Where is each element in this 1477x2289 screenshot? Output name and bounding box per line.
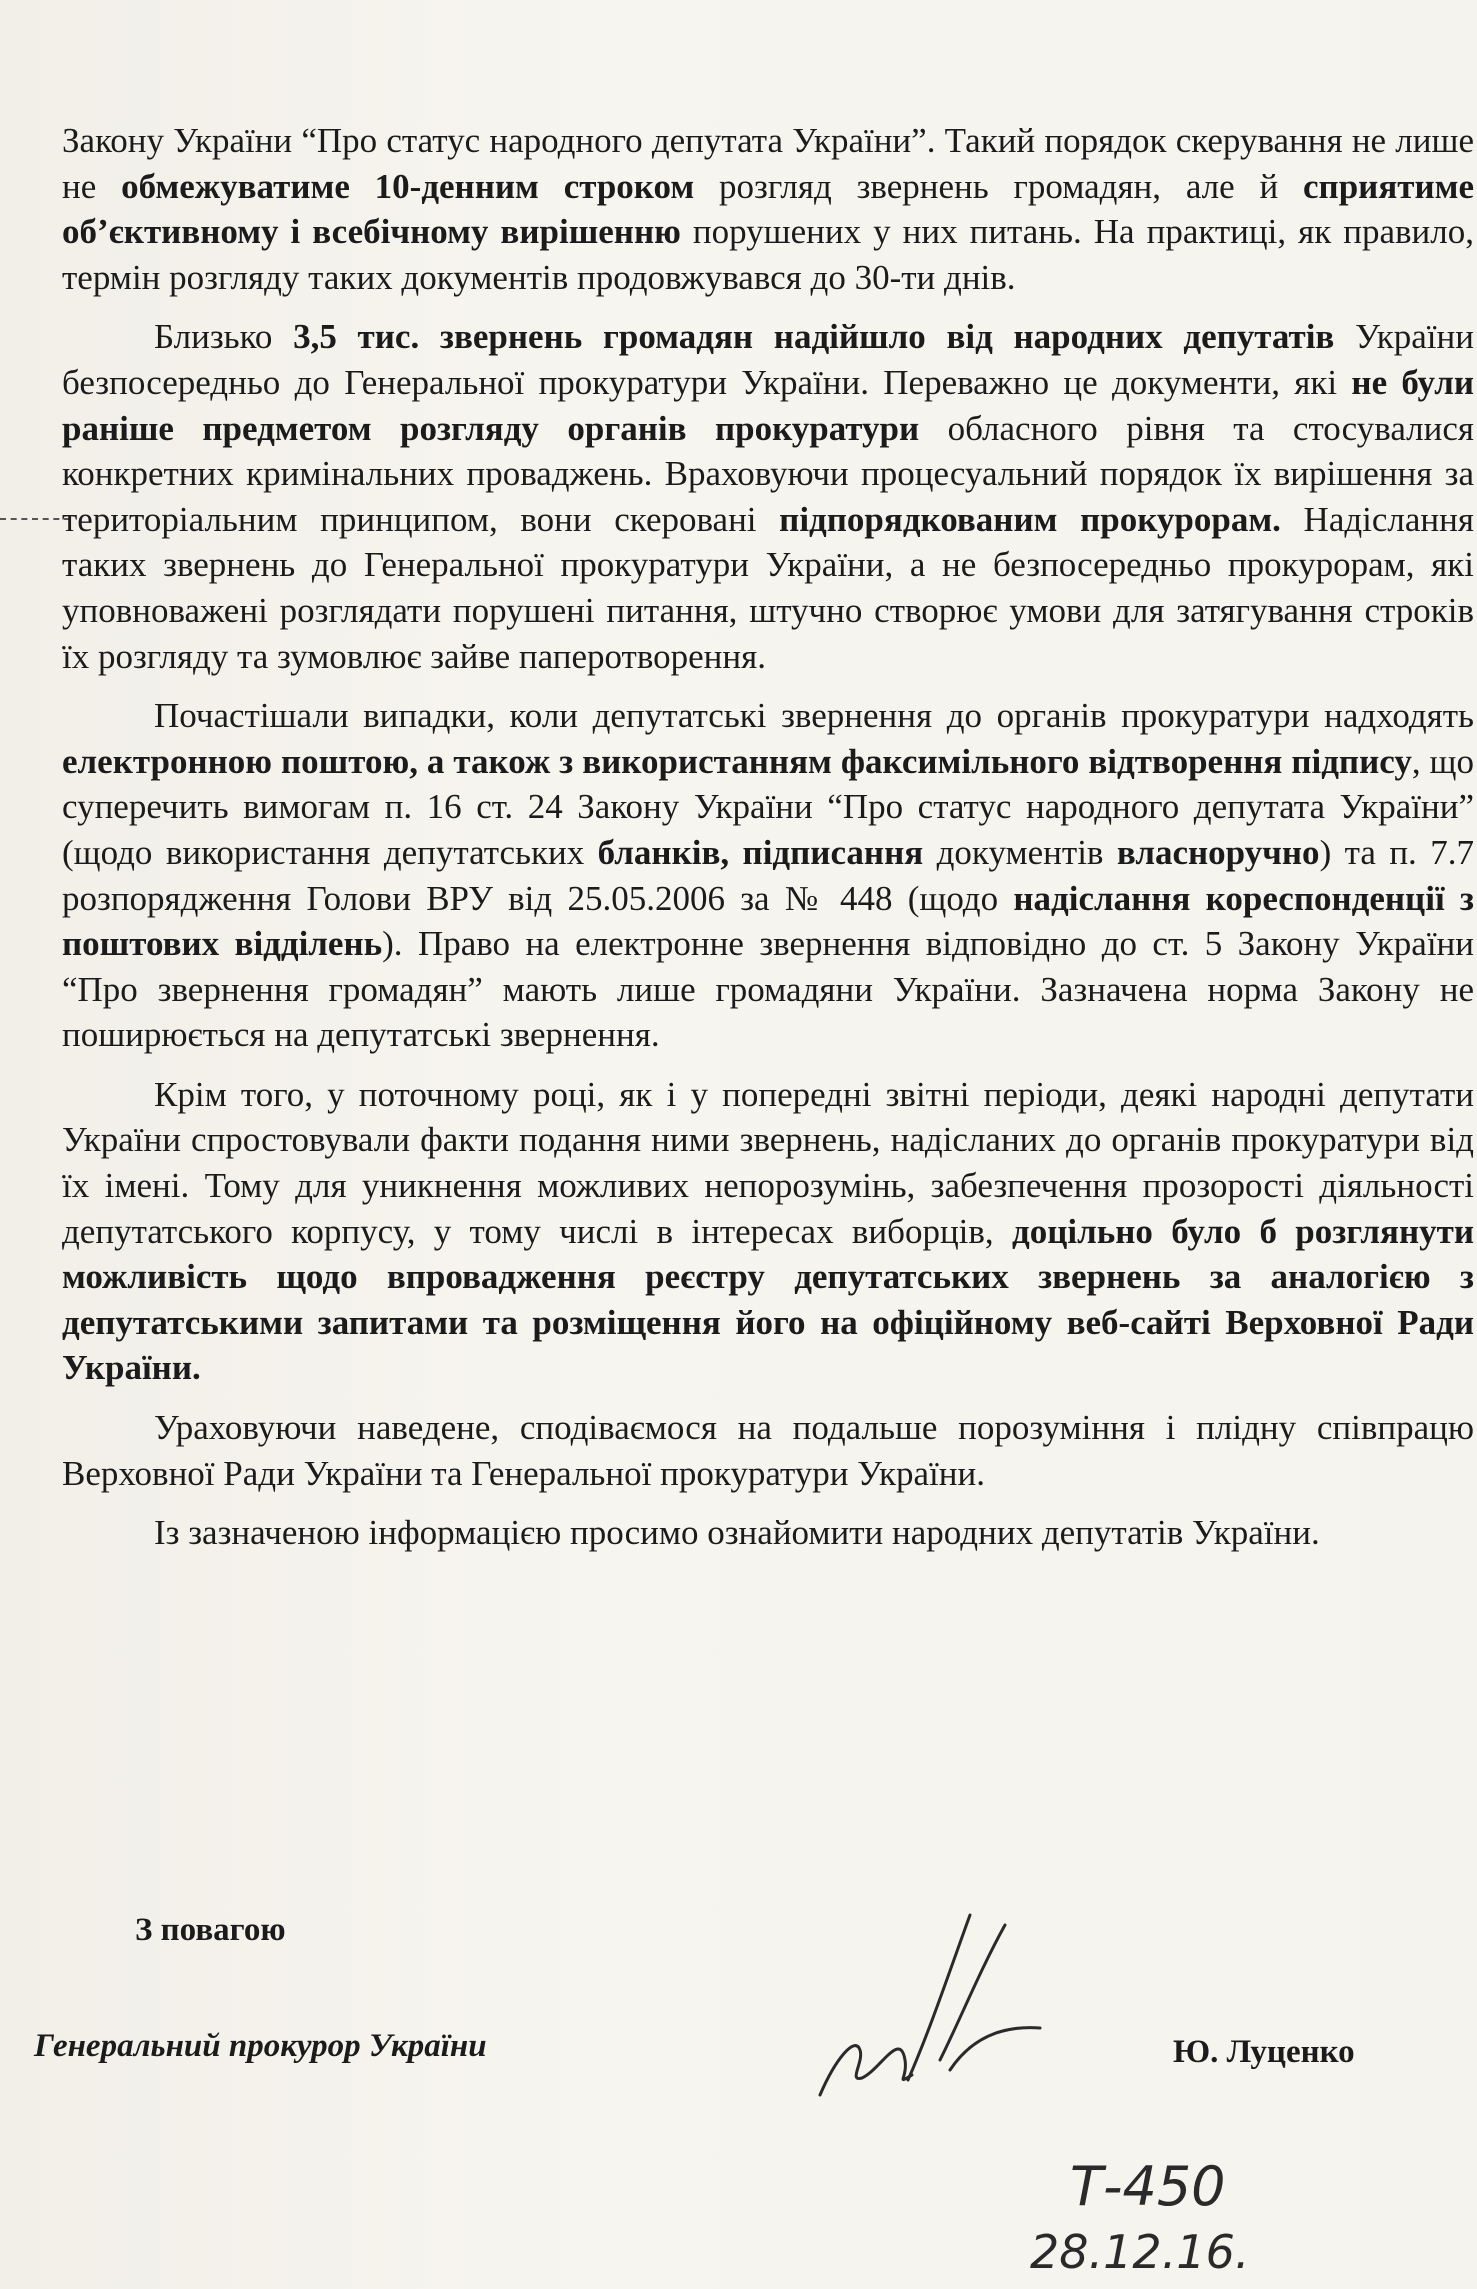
bold-segment: електронною поштою, а також з використанням факсимільного відтворення підпису [62,741,1412,781]
text-segment: Крім того, у поточному році, як і у попередні звітні періоди, деякі народні депутати України спростовували факти подання ними звернень, надісланих до органів прокуратури від їх імені. Тому для уникнення можливих непорозумінь, забезпечення прозорості діяльності депутатського корпусу, у тому числі в інтересах виборців, [62,1074,1474,1251]
paragraph [62,1072,1474,1391]
bold-segment: не були раніше предметом розгляду органів прокуратури [62,362,1474,448]
bold-segment: сприятиме об’єктивному і всебічному вирішенню [62,166,1475,252]
note-line-2: 28.12.16. [1030,2225,1250,2279]
bold-segment: обмежуватиме 10-денним строком [121,166,695,206]
text-segment: України безпосередньо до Генеральної прокуратури України. Переважно це документи, які [62,317,1474,402]
signer-name: Ю. Луценко [1173,2034,1355,2070]
bold-segment: власноручно [1116,832,1320,872]
text-segment: Ураховуючи наведене, сподіваємося на подальше порозуміння і плідну співпрацю Верховної Ради України та Генеральної прокуратури України. [62,1408,1474,1493]
bold-segment: 3,5 тис. звернень громадян надійшло від народних депутатів [293,317,1335,357]
paragraph [62,314,1474,679]
bold-segment: надіслання кореспонденції з поштових відділень [62,878,1474,964]
paragraph [62,1510,1474,1556]
bold-segment: підпорядкованим прокурорам. [779,499,1281,539]
handwritten-signature [800,1910,1060,2110]
paragraph [62,1405,1474,1496]
scan-dash-mark [0,518,70,520]
text-segment: ) та п. 7.7 розпорядження Голови ВРУ від 25.05.2006 за № 448 (щодо [62,832,1474,918]
text-segment: розгляд звернень громадян, але й [694,166,1304,206]
text-segment: обласного рівня та стосувалися конкретних кримінальних проваджень. Враховуючи процесуальний порядок їх вирішення за територіальним принципом, вони скеровані [62,408,1474,539]
signer-position: Генеральний прокурор України [34,2028,487,2064]
closing-phrase: З повагою [135,1912,286,1948]
text-segment: ). Право на електронне звернення відповідно до ст. 5 Закону України “Про звернення громадян” мають лише громадяни України. Зазначена норма Закону не поширюється на депутатські звернення. [62,924,1475,1055]
paragraph [62,118,1474,300]
text-segment: Надіслання таких звернень до Генеральної прокуратури України, а не безпосередньо прокурорам, які уповноважені розглядати порушені питання, штучно створює умови для затягування строків їх розгляду та зумовлює зайве паперотворення. [62,499,1474,676]
note-line-1: Т-450 [1070,2155,1226,2218]
text-segment: порушених у них питань. На практиці, як правило, термін розгляду таких документів продовжувався до 30-ти днів. [62,212,1474,297]
text-segment: Із зазначеною інформацією просимо ознайомити народних депутатів України. [154,1513,1320,1553]
bold-segment: бланків, підписання [597,832,924,872]
text-segment: документів [923,832,1117,872]
text-segment: , що суперечить вимогам п. 16 ст. 24 Закону України “Про статус народного депутата України” (щодо використання депутатських [62,741,1474,872]
text-segment: Почастішали випадки, коли депутатські звернення до органів прокуратури надходять [154,696,1474,736]
handwritten-registration-note [1010,2150,1310,2285]
bold-segment: доцільно було б розглянути можливість щодо впровадження реєстру депутатських звернень за аналогією з депутатськими запитами та розміщення його на офіційному веб-сайті Верховної Ради України. [62,1211,1474,1388]
text-segment: Близько [154,317,294,357]
paragraph [62,693,1474,1058]
text-segment: Закону України “Про статус народного депутата України”. Такий порядок скерування не лише не [62,121,1474,206]
letter-body [62,118,1474,1556]
